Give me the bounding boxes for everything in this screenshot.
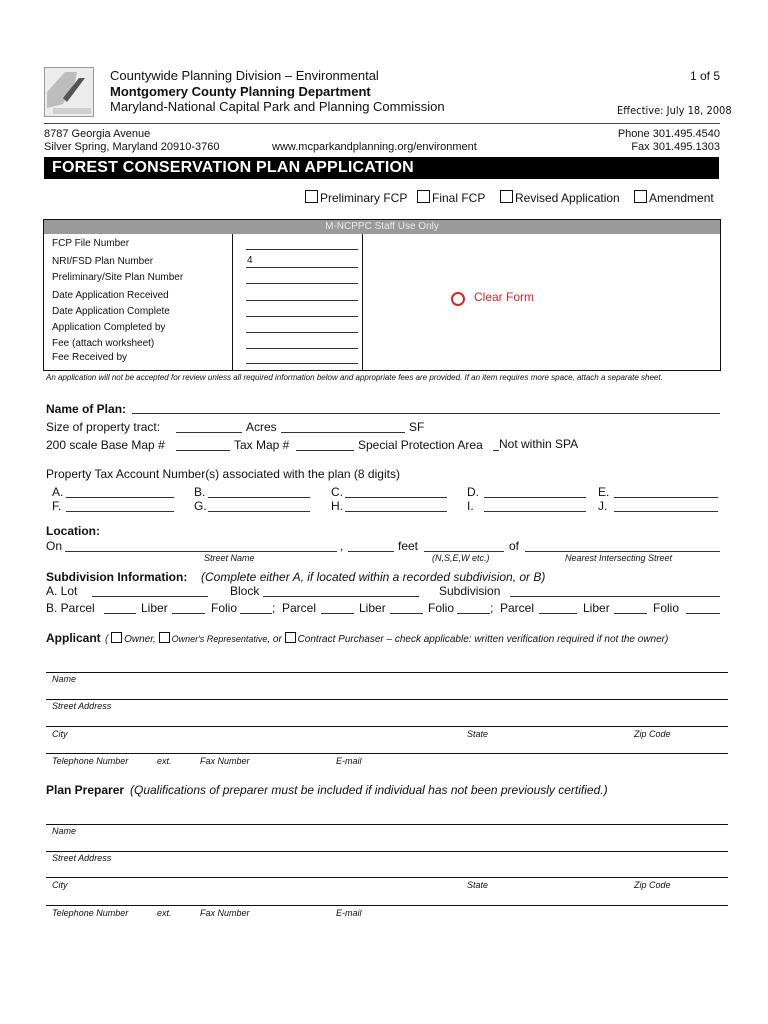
staff-label-date-received: Date Application Received bbox=[52, 290, 169, 301]
clear-form-radio-icon[interactable] bbox=[451, 292, 465, 306]
staff-label-completed-by: Application Completed by bbox=[52, 322, 166, 333]
address-line-1: 8787 Georgia Avenue bbox=[44, 128, 151, 140]
folio-label-2: Folio bbox=[428, 601, 455, 615]
liber-label-1: Liber bbox=[141, 601, 168, 615]
folio-field-3[interactable] bbox=[686, 613, 720, 614]
subdivision-field[interactable] bbox=[510, 596, 720, 597]
liber-field-2[interactable] bbox=[390, 613, 423, 614]
lot-label: A. Lot bbox=[46, 584, 78, 598]
parcel-label-2: Parcel bbox=[282, 601, 317, 615]
or-label: , or bbox=[267, 634, 282, 645]
preparer-zip-caption: Zip Code bbox=[634, 880, 671, 890]
staff-divider-left bbox=[232, 234, 233, 370]
tax-field-g[interactable] bbox=[208, 511, 310, 512]
liber-field-1[interactable] bbox=[172, 613, 205, 614]
tax-letter-g: G. bbox=[194, 499, 207, 513]
applicant-name-caption: Name bbox=[52, 674, 77, 684]
parcel-field-2[interactable] bbox=[321, 613, 354, 614]
checkbox-icon[interactable] bbox=[305, 190, 318, 203]
checkbox-icon[interactable] bbox=[500, 190, 513, 203]
department-name: Montgomery County Planning Department bbox=[110, 84, 371, 99]
applicant-email-caption: E-mail bbox=[336, 756, 362, 766]
staff-label-preliminary: Preliminary/Site Plan Number bbox=[52, 272, 184, 283]
street-name-caption: Street Name bbox=[204, 553, 255, 563]
location-label: Location: bbox=[46, 524, 100, 538]
nearest-street-caption: Nearest Intersecting Street bbox=[565, 553, 673, 563]
applicant-name-field[interactable] bbox=[46, 672, 728, 673]
staff-field-fcp-file[interactable] bbox=[246, 249, 358, 250]
location-comma: , bbox=[340, 539, 344, 553]
preparer-phone-field[interactable] bbox=[46, 905, 728, 906]
tax-letter-j: J. bbox=[598, 499, 608, 513]
header-divider bbox=[44, 123, 720, 124]
subdivision-note: (Complete either A, if located within a recorded subdivision, or B) bbox=[201, 570, 546, 584]
applicant-fax-caption: Fax Number bbox=[200, 756, 250, 766]
preparer-ext-caption: ext. bbox=[157, 908, 172, 918]
owner-rep-checkbox[interactable] bbox=[159, 632, 170, 643]
tax-letter-b: B. bbox=[194, 485, 206, 499]
parcel-label-b: B. Parcel bbox=[46, 601, 95, 615]
preparer-phone-caption: Telephone Number bbox=[52, 908, 129, 918]
phone: Phone 301.495.4540 bbox=[617, 128, 720, 140]
clear-form-button[interactable]: Clear Form bbox=[474, 290, 535, 304]
staff-field-fee-received[interactable] bbox=[246, 363, 358, 364]
folio-label-1: Folio bbox=[211, 601, 238, 615]
checkbox-label: Revised Application bbox=[515, 191, 620, 205]
checkbox-label: Amendment bbox=[649, 191, 714, 205]
tax-map-field[interactable] bbox=[296, 450, 354, 451]
base-map-field[interactable] bbox=[176, 450, 230, 451]
direction-caption: (N,S,E,W etc.) bbox=[432, 553, 490, 563]
applicant-street-caption: Street Address bbox=[52, 701, 112, 711]
checkbox-revised-application[interactable] bbox=[500, 190, 620, 205]
checkbox-amendment[interactable] bbox=[634, 190, 714, 205]
staff-value-nri: 4 bbox=[247, 255, 253, 266]
applicant-street-field[interactable] bbox=[46, 699, 728, 700]
tax-field-i[interactable] bbox=[484, 511, 586, 512]
plan-preparer-note: (Qualifications of preparer must be included if individual has not been previously certified.) bbox=[130, 783, 608, 797]
applicant-options: ( Owner, Owner's Representative, or Contract Purchaser – check applicable: written verification required if not the owner) bbox=[105, 634, 669, 645]
checkbox-icon[interactable] bbox=[417, 190, 430, 203]
staff-label-date-complete: Date Application Complete bbox=[52, 306, 170, 317]
checkbox-label: Preliminary FCP bbox=[320, 191, 408, 205]
fax: Fax 301.495.1303 bbox=[631, 141, 720, 153]
location-on-label: On bbox=[46, 539, 63, 553]
page-number: 1 of 5 bbox=[690, 69, 721, 83]
staff-field-fee[interactable] bbox=[246, 348, 358, 349]
parcel-field-3[interactable] bbox=[539, 613, 577, 614]
tax-letter-a: A. bbox=[52, 485, 64, 499]
sf-field[interactable] bbox=[281, 432, 405, 433]
tax-field-e[interactable] bbox=[614, 497, 718, 498]
size-of-tract-label: Size of property tract: bbox=[46, 420, 161, 434]
applicant-ext-caption: ext. bbox=[157, 756, 172, 766]
applicant-label: Applicant bbox=[46, 631, 101, 645]
preparer-fax-caption: Fax Number bbox=[200, 908, 250, 918]
preparer-name-caption: Name bbox=[52, 826, 77, 836]
application-notice: An application will not be accepted for review unless all required information below and appropriate fees are provided. If an item requires more space, attach a separate sheet. bbox=[46, 373, 663, 382]
base-map-label: 200 scale Base Map # bbox=[46, 438, 165, 452]
block-label: Block bbox=[230, 584, 260, 598]
subdivision-label: Subdivision Information: bbox=[46, 570, 188, 584]
owner-label: Owner, bbox=[124, 634, 156, 645]
preparer-name-field[interactable] bbox=[46, 824, 728, 825]
direction-field[interactable] bbox=[424, 551, 504, 552]
preparer-city-caption: City bbox=[52, 880, 68, 890]
staff-field-nri[interactable] bbox=[246, 267, 358, 268]
staff-label-fee: Fee (attach worksheet) bbox=[52, 338, 155, 349]
folio-label-3: Folio bbox=[653, 601, 680, 615]
form-title: FOREST CONSERVATION PLAN APPLICATION bbox=[52, 159, 414, 176]
applicant-zip-caption: Zip Code bbox=[634, 729, 671, 739]
contract-purchaser-checkbox[interactable] bbox=[285, 632, 296, 643]
feet-field[interactable] bbox=[348, 551, 394, 552]
tax-letter-h: H. bbox=[331, 499, 343, 513]
applicant-city-field[interactable] bbox=[46, 726, 728, 727]
parcel-field-1[interactable] bbox=[104, 613, 136, 614]
applicant-state-caption: State bbox=[467, 729, 489, 739]
tax-map-label: Tax Map # bbox=[234, 438, 290, 452]
acres-field[interactable] bbox=[176, 432, 242, 433]
parcel-label-3: Parcel bbox=[500, 601, 535, 615]
liber-label-3: Liber bbox=[583, 601, 610, 615]
owner-checkbox[interactable] bbox=[111, 632, 122, 643]
tax-letter-i: I. bbox=[467, 499, 474, 513]
website: www.mcparkandplanning.org/environment bbox=[272, 141, 477, 153]
staff-label-nri: NRI/FSD Plan Number bbox=[52, 256, 154, 267]
plan-preparer-label: Plan Preparer bbox=[46, 783, 125, 797]
name-of-plan-field[interactable] bbox=[132, 413, 720, 414]
preparer-street-field[interactable] bbox=[46, 851, 728, 852]
folio-field-2[interactable] bbox=[457, 613, 490, 614]
preparer-email-caption: E-mail bbox=[336, 908, 362, 918]
division-name: Countywide Planning Division – Environmental bbox=[110, 68, 379, 83]
checkbox-label: Final FCP bbox=[432, 191, 486, 205]
preparer-state-caption: State bbox=[467, 880, 489, 890]
tax-letter-d: D. bbox=[467, 485, 479, 499]
owner-rep-label: Owner's Representative bbox=[171, 634, 268, 644]
separator-1: ; bbox=[272, 601, 276, 615]
staff-field-completed-by[interactable] bbox=[246, 332, 358, 333]
address-line-2: Silver Spring, Maryland 20910-3760 bbox=[44, 141, 220, 153]
effective-date: Effective: July 18, 2008 bbox=[617, 104, 732, 117]
intersecting-street-field[interactable] bbox=[525, 551, 720, 552]
spa-label: Special Protection Area bbox=[358, 438, 483, 452]
applicant-phone-caption: Telephone Number bbox=[52, 756, 129, 766]
folio-field-1[interactable] bbox=[240, 613, 272, 614]
tax-field-b[interactable] bbox=[208, 497, 310, 498]
applicant-city-caption: City bbox=[52, 729, 68, 739]
separator-2: ; bbox=[490, 601, 494, 615]
liber-field-3[interactable] bbox=[614, 613, 647, 614]
staff-use-title: M-NCPPC Staff Use Only bbox=[325, 221, 439, 232]
staff-field-preliminary[interactable] bbox=[246, 283, 358, 284]
staff-label-fcp-file: FCP File Number bbox=[52, 238, 130, 249]
applicant-phone-field[interactable] bbox=[46, 753, 728, 754]
logo-graphic bbox=[45, 68, 93, 116]
tax-field-d[interactable] bbox=[484, 497, 586, 498]
mncppc-logo bbox=[44, 67, 94, 117]
street-name-field[interactable] bbox=[65, 551, 337, 552]
commission-name: Maryland-National Capital Park and Planning Commission bbox=[110, 99, 445, 114]
tax-letter-f: F. bbox=[52, 499, 62, 513]
tax-field-h[interactable] bbox=[345, 511, 447, 512]
tax-field-c[interactable] bbox=[345, 497, 447, 498]
name-of-plan-label: Name of Plan: bbox=[46, 402, 127, 416]
tax-field-j[interactable] bbox=[614, 511, 718, 512]
staff-divider-right bbox=[362, 234, 363, 370]
sf-label: SF bbox=[409, 420, 425, 434]
tax-letter-c: C. bbox=[331, 485, 343, 499]
checkbox-icon[interactable] bbox=[634, 190, 647, 203]
lot-field[interactable] bbox=[92, 596, 208, 597]
staff-use-header bbox=[44, 220, 720, 234]
preparer-street-caption: Street Address bbox=[52, 853, 112, 863]
form-title-bar bbox=[44, 157, 719, 179]
tax-field-f[interactable] bbox=[66, 511, 174, 512]
liber-label-2: Liber bbox=[359, 601, 386, 615]
of-label: of bbox=[509, 539, 520, 553]
staff-field-date-complete[interactable] bbox=[246, 316, 358, 317]
checkbox-final-fcp[interactable] bbox=[417, 190, 485, 205]
acres-label: Acres bbox=[246, 420, 277, 434]
spa-value[interactable]: Not within SPA bbox=[499, 437, 579, 451]
contract-purchaser-label: Contract Purchaser – check applicable: written verification required if not the owner) bbox=[297, 634, 669, 645]
tax-letter-e: E. bbox=[598, 485, 610, 499]
staff-label-fee-received: Fee Received by bbox=[52, 352, 128, 363]
preparer-city-field[interactable] bbox=[46, 877, 728, 878]
tax-field-a[interactable] bbox=[66, 497, 174, 498]
tax-account-label: Property Tax Account Number(s) associated with the plan (8 digits) bbox=[46, 467, 400, 481]
block-field[interactable] bbox=[263, 596, 419, 597]
feet-label: feet bbox=[398, 539, 419, 553]
staff-field-date-received[interactable] bbox=[246, 300, 358, 301]
checkbox-preliminary-fcp[interactable] bbox=[305, 190, 407, 205]
subdivision-name-label: Subdivision bbox=[439, 584, 501, 598]
